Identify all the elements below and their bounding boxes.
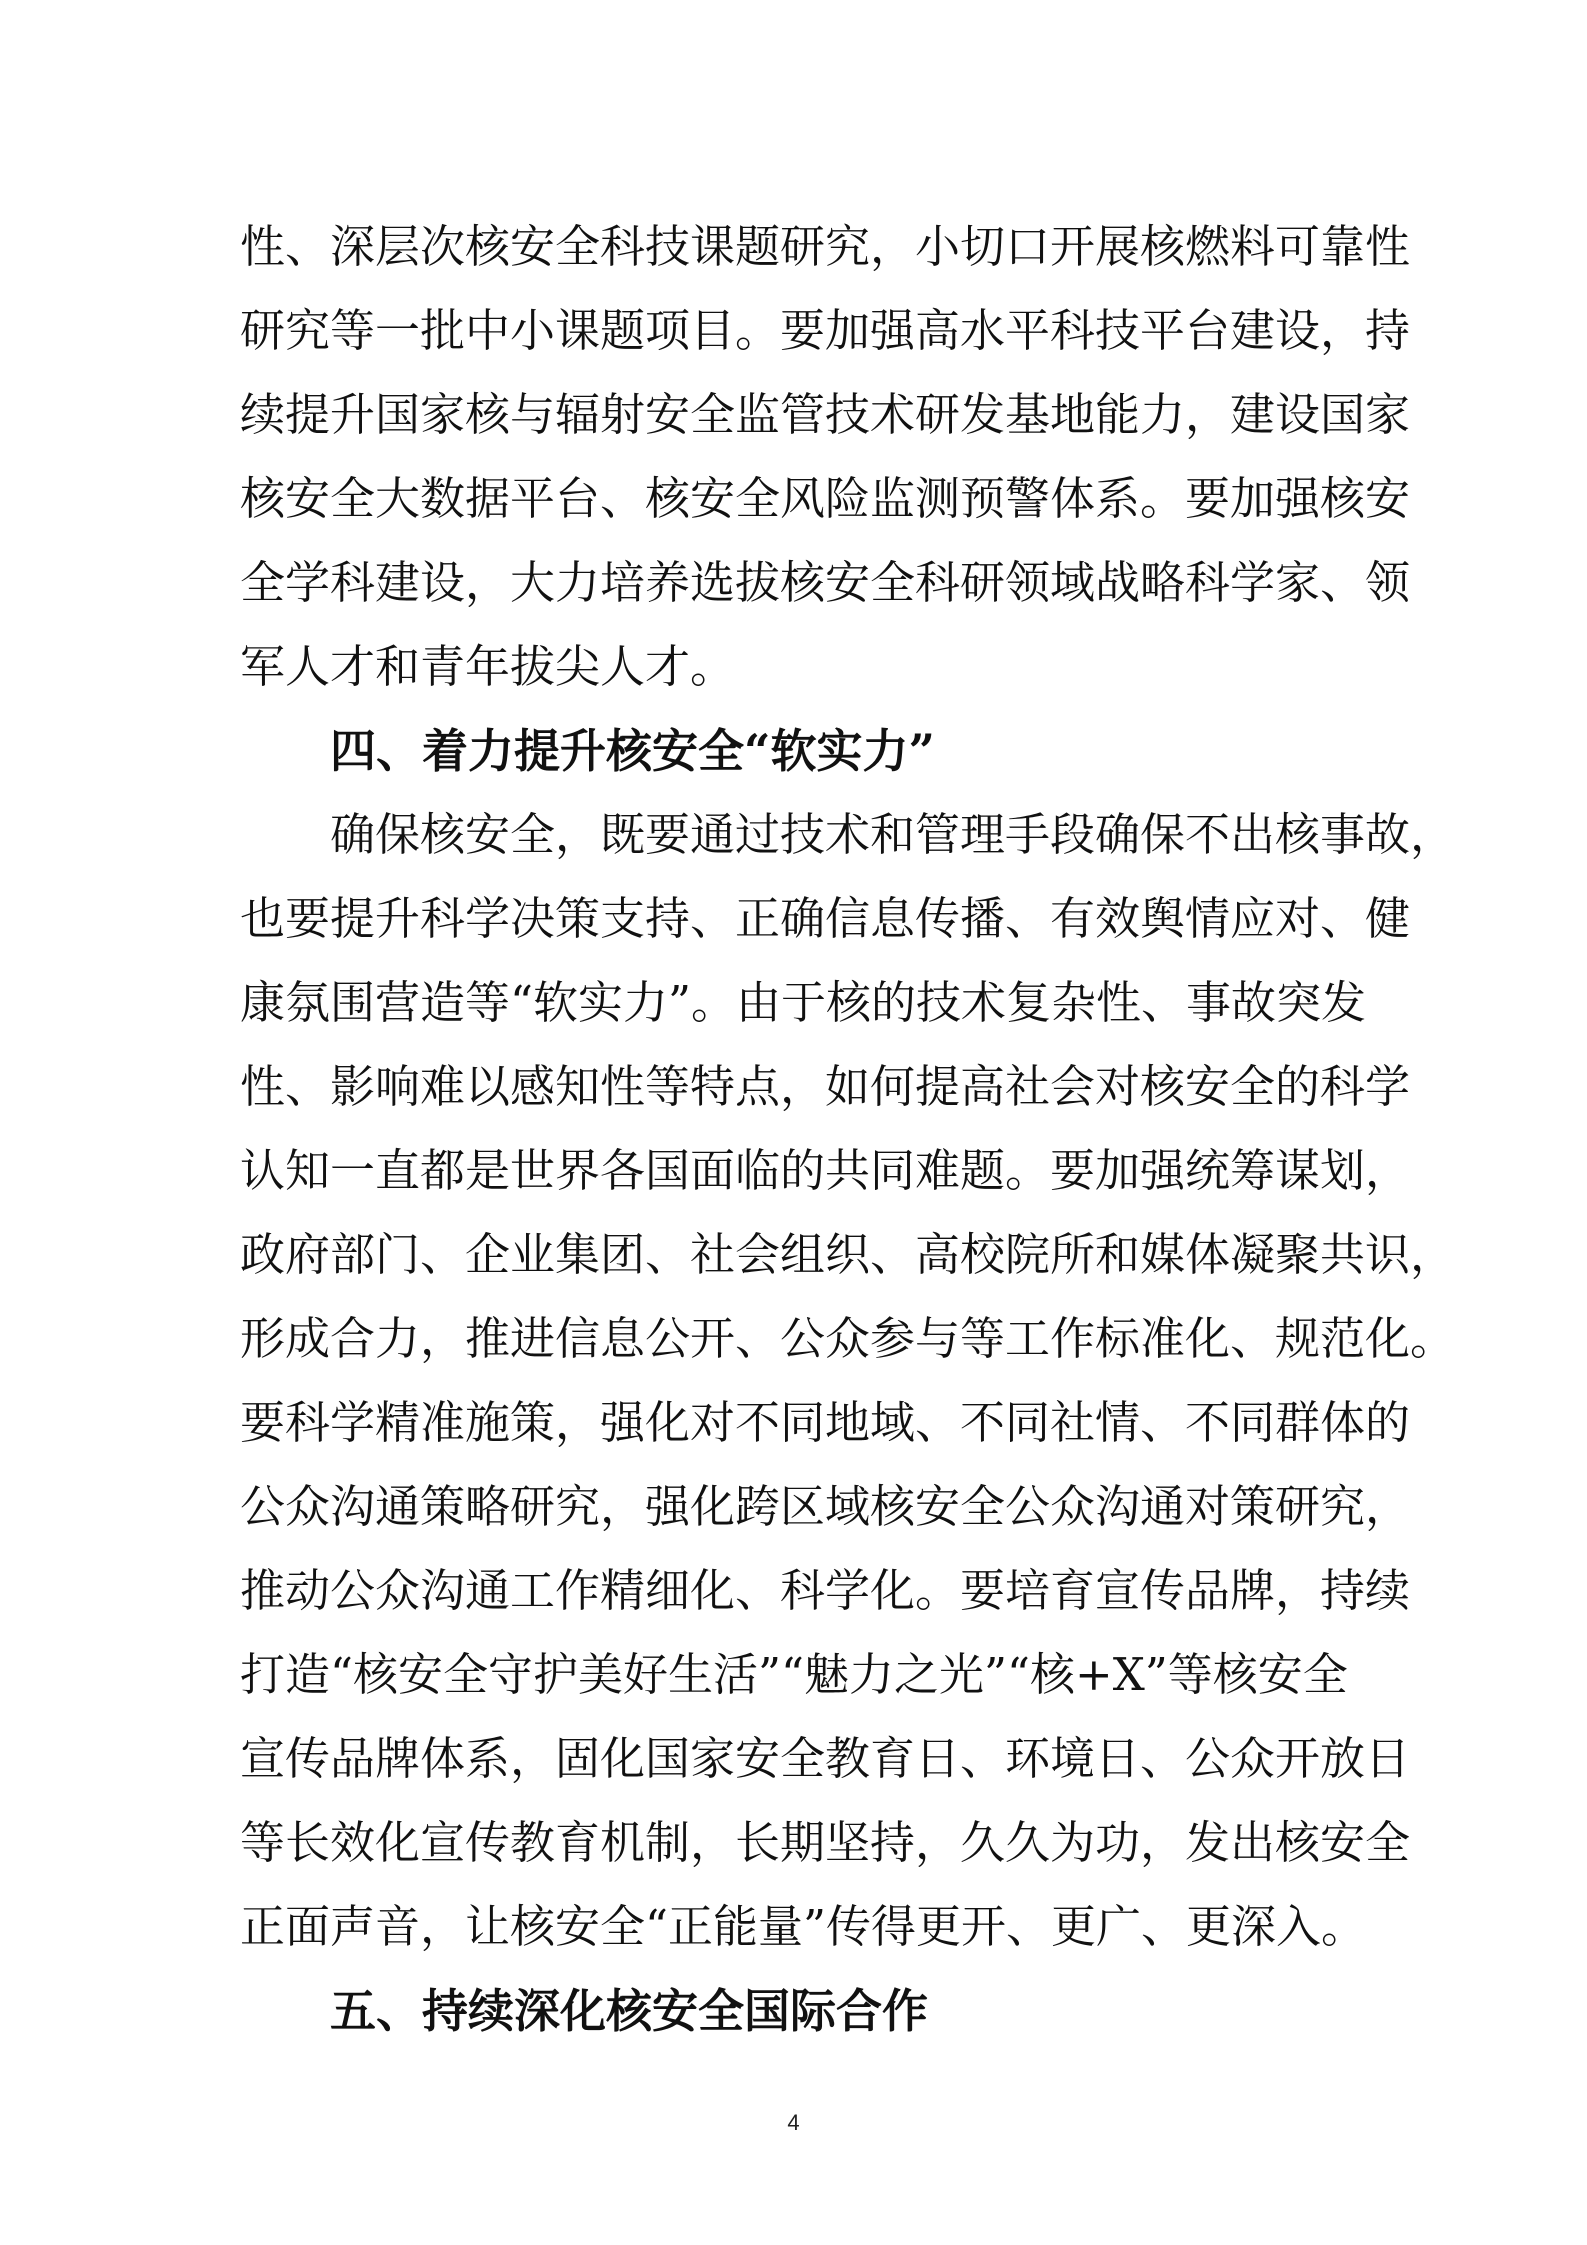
paragraph-line: 等长效化宣传教育机制，长期坚持，久久为功，发出核安全 — [240, 1816, 1411, 1869]
paragraph-line: 性、影响难以感知性等特点，如何提高社会对核安全的科学 — [240, 1060, 1411, 1113]
paragraph-line: 政府部门、企业集团、社会组织、高校院所和媒体凝聚共识， — [240, 1228, 1456, 1281]
paragraph-line: 确保核安全，既要通过技术和管理手段确保不出核事故， — [330, 808, 1456, 861]
paragraph-line: 全学科建设，大力培养选拔核安全科研领域战略科学家、领 — [240, 556, 1411, 609]
paragraph-line: 续提升国家核与辐射安全监管技术研发基地能力，建设国家 — [240, 388, 1411, 441]
paragraph-line: 认知一直都是世界各国面临的共同难题。要加强统筹谋划， — [240, 1144, 1411, 1197]
paragraph-line: 康氛围营造等“软实力”。由于核的技术复杂性、事故突发 — [240, 976, 1367, 1029]
paragraph-line: 打造“核安全守护美好生活”“魅力之光”“核+X”等核安全 — [240, 1648, 1348, 1701]
paragraph-line: 推动公众沟通工作精细化、科学化。要培育宣传品牌，持续 — [240, 1564, 1411, 1617]
section-heading-4: 四、着力提升核安全“软实力” — [330, 724, 935, 778]
paragraph-line: 也要提升科学决策支持、正确信息传播、有效舆情应对、健 — [240, 892, 1411, 945]
paragraph-line: 形成合力，推进信息公开、公众参与等工作标准化、规范化。 — [240, 1312, 1456, 1365]
paragraph-line: 公众沟通策略研究，强化跨区域核安全公众沟通对策研究， — [240, 1480, 1411, 1533]
paragraph-line: 要科学精准施策，强化对不同地域、不同社情、不同群体的 — [240, 1396, 1411, 1449]
paragraph-line: 宣传品牌体系，固化国家安全教育日、环境日、公众开放日 — [240, 1732, 1411, 1785]
paragraph-line: 核安全大数据平台、核安全风险监测预警体系。要加强核安 — [240, 472, 1411, 525]
paragraph-line: 研究等一批中小课题项目。要加强高水平科技平台建设，持 — [240, 304, 1411, 357]
page-content — [240, 210, 1456, 2058]
paragraph-line: 军人才和青年拔尖人才。 — [240, 640, 736, 693]
section-heading-5: 五、持续深化核安全国际合作 — [330, 1984, 928, 2038]
paragraph-line: 性、深层次核安全科技课题研究，小切口开展核燃料可靠性 — [240, 220, 1411, 273]
page-number: 4 — [787, 2110, 800, 2135]
paragraph-line: 正面声音，让核安全“正能量”传得更开、更广、更深入。 — [240, 1900, 1367, 1953]
